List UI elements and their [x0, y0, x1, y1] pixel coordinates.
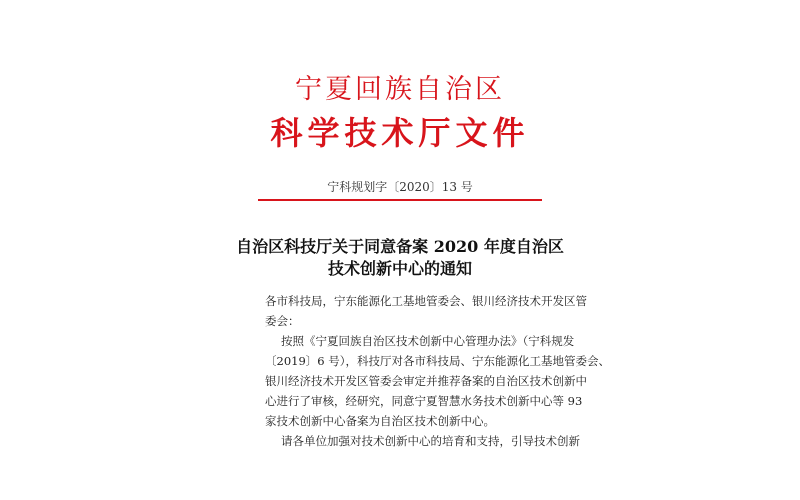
- notice-title: [0, 236, 800, 280]
- body-line-3: 银川经济技术开发区管委会审定并推荐备案的自治区技术创新中: [265, 374, 587, 388]
- red-divider-line: [258, 199, 542, 201]
- body-line-2: 〔2019〕6 号），科技厅对各市科技局、宁东能源化工基地管委会、: [265, 354, 610, 368]
- notice-title-line-2: 技术创新中心的通知: [327, 259, 472, 278]
- addressee-line-2: 委会：: [265, 314, 300, 328]
- body-line-4: 心进行了审核，经研究，同意宁夏智慧水务技术创新中心等 93: [265, 394, 583, 408]
- document-number: 宁科规划字〔2020〕13 号: [327, 180, 473, 194]
- addressee-line-1: 各市科技局，宁东能源化工基地管委会、银川经济技术开发区管: [265, 294, 587, 308]
- issuing-authority: 宁夏回族自治区: [295, 74, 505, 105]
- body-line-5: 家技术创新中心备案为自治区技术创新中心。: [265, 414, 495, 428]
- notice-title-line-1: 自治区科技厅关于同意备案 2020 年度自治区: [236, 237, 564, 256]
- body-line-1: 按照《宁夏回族自治区技术创新中心管理办法》（宁科规发: [281, 334, 575, 348]
- document-type-heading: 科学技术厅文件: [270, 114, 530, 152]
- body-line-6: 请各单位加强对技术创新中心的培育和支持，引导技术创新: [281, 434, 580, 448]
